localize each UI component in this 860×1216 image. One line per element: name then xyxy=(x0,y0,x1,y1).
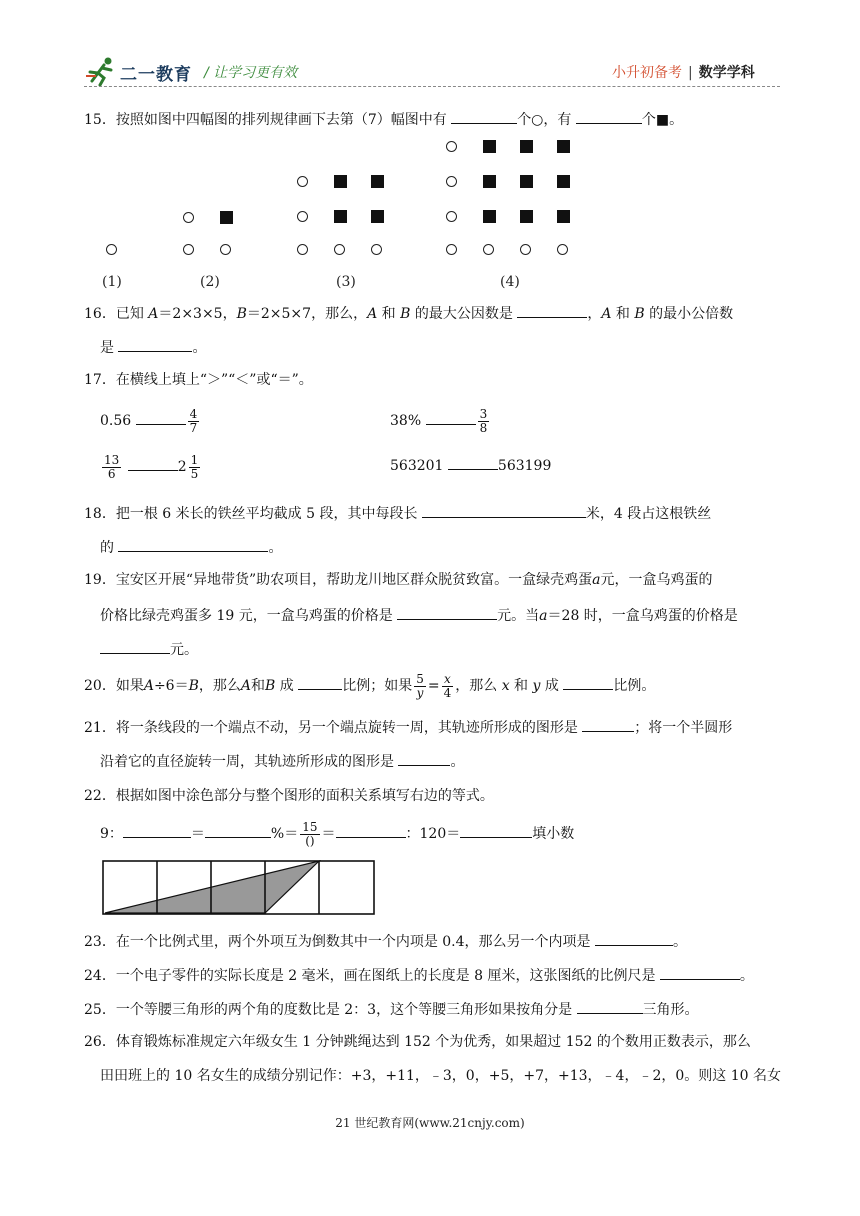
circle-shape xyxy=(446,141,457,152)
blank[interactable] xyxy=(336,822,406,838)
blank[interactable] xyxy=(563,674,613,690)
question-21: 21．将一条线段的一个端点不动，另一个端点旋转一周，其轨迹所形成的图形是 ；将一个半圆形 xyxy=(84,716,732,738)
compare-row-2b: 563201 563199 xyxy=(390,454,551,476)
circle-shape xyxy=(520,244,531,255)
question-20: 20．如果A÷6＝B，那么A和B 成 比例；如果 $\frac{5}{y}$ = $\frac{x}{4}$ ，那么 x 和 y 成 比例。 xyxy=(84,671,656,700)
figure-label: (2) xyxy=(200,274,220,290)
square-shape xyxy=(557,175,570,188)
circle-shape xyxy=(334,244,345,255)
blank[interactable] xyxy=(205,822,271,838)
question-24: 24．一个电子零件的实际长度是 2 毫米，画在图纸上的长度是 8 厘米，这张图纸的比例尺是 。 xyxy=(84,964,754,986)
circle-shape xyxy=(446,176,457,187)
page-footer: 21 世纪教育网(www.21cnjy.com) xyxy=(335,1116,525,1130)
blank[interactable] xyxy=(595,930,673,946)
blank[interactable] xyxy=(422,502,586,518)
figure-label: (4) xyxy=(500,274,520,290)
circle-shape xyxy=(446,244,457,255)
circle-shape xyxy=(297,244,308,255)
circle-shape xyxy=(106,244,117,255)
blank[interactable] xyxy=(397,604,497,620)
category-label: 小升初备考 xyxy=(612,65,682,81)
blank[interactable] xyxy=(118,536,268,552)
question-26-cont: 田田班上的 10 名女生的成绩分别记作：+3，+11，﹣3，0，+5，+7，+13，﹣4，﹣2，0。则这 10 名女 xyxy=(100,1068,781,1084)
blank[interactable] xyxy=(448,454,498,470)
question-16-cont: 是 。 xyxy=(100,336,206,358)
pattern-figure xyxy=(0,130,860,290)
blank[interactable] xyxy=(136,409,186,425)
compare-row-1a: 0.56 $\frac{4}{7}$ xyxy=(100,406,198,435)
blank[interactable] xyxy=(576,108,642,124)
circle-shape xyxy=(297,176,308,187)
blank[interactable] xyxy=(100,638,170,654)
blank[interactable] xyxy=(128,455,178,471)
circle-shape xyxy=(297,211,308,222)
blank[interactable] xyxy=(582,716,634,732)
square-shape xyxy=(334,210,347,223)
blank[interactable] xyxy=(118,336,192,352)
running-man-logo-icon xyxy=(84,56,120,86)
blank[interactable] xyxy=(123,822,191,838)
square-shape xyxy=(557,210,570,223)
compare-row-1b: 38% $\frac{3}{8}$ xyxy=(390,406,488,435)
equation-row: 9： ＝ %＝ $\frac{15}{()}$ ＝ ：120＝ 填小数 xyxy=(100,819,575,848)
square-shape xyxy=(220,211,233,224)
square-shape xyxy=(520,140,533,153)
header-right: 小升初备考 | 数学学科 xyxy=(612,65,755,81)
square-shape xyxy=(483,210,496,223)
blank[interactable] xyxy=(577,998,643,1014)
shaded-rectangle-figure xyxy=(102,860,376,916)
header-divider xyxy=(84,86,780,87)
figure-label: (1) xyxy=(102,274,122,290)
question-26: 26．体育锻炼标准规定六年级女生 1 分钟跳绳达到 152 个为优秀，如果超过 152 的个数用正数表示，那么 xyxy=(84,1034,751,1050)
subject-label: 数学学科 xyxy=(698,65,755,81)
question-23: 23．在一个比例式里，两个外项互为倒数其中一个内项是 0.4，那么另一个内项是 。 xyxy=(84,930,687,952)
compare-row-2a: $\frac{13}{6}$ 2 $\frac{1}{5}$ xyxy=(104,452,199,481)
circle-shape xyxy=(483,244,494,255)
square-shape xyxy=(371,210,384,223)
circle-shape xyxy=(371,244,382,255)
question-19-cont2: 元。 xyxy=(100,638,198,660)
square-shape xyxy=(334,175,347,188)
square-shape xyxy=(483,140,496,153)
circle-shape xyxy=(446,211,457,222)
circle-shape xyxy=(183,244,194,255)
question-25: 25．一个等腰三角形的两个角的度数比是 2：3，这个等腰三角形如果按角分是 三角形。 xyxy=(84,998,699,1020)
square-shape xyxy=(371,175,384,188)
square-shape xyxy=(520,210,533,223)
question-22: 22．根据如图中涂色部分与整个图形的面积关系填写右边的等式。 xyxy=(84,788,494,804)
question-15: 15．按照如图中四幅图的排列规律画下去第（7）幅图中有 个○，有 个■。 xyxy=(84,108,683,130)
header xyxy=(0,0,860,90)
circle-shape xyxy=(220,244,231,255)
question-18: 18．把一根 6 米长的铁丝平均截成 5 段，其中每段长 米，4 段占这根铁丝 xyxy=(84,502,711,524)
blank[interactable] xyxy=(451,108,517,124)
blank[interactable] xyxy=(426,409,476,425)
blank[interactable] xyxy=(298,674,342,690)
slogan: / 让学习更有效 xyxy=(204,65,298,81)
question-16: 16．已知 A＝2×3×5，B＝2×5×7，那么，A 和 B 的最大公因数是 ，A 和 B 的最小公倍数 xyxy=(84,302,733,324)
brand-name: 二一教育 xyxy=(120,65,192,85)
blank[interactable] xyxy=(660,964,740,980)
question-21-cont: 沿着它的直径旋转一周，其轨迹所形成的图形是 。 xyxy=(100,750,464,772)
blank[interactable] xyxy=(517,302,587,318)
circle-shape xyxy=(183,212,194,223)
square-shape xyxy=(520,175,533,188)
figure-label: (3) xyxy=(336,274,356,290)
square-shape xyxy=(483,175,496,188)
question-19: 19．宝安区开展“异地带货”助农项目，帮助龙川地区群众脱贫致富。一盒绿壳鸡蛋a元，一盒乌鸡蛋的 xyxy=(84,572,713,588)
question-19-cont: 价格比绿壳鸡蛋多 19 元，一盒乌鸡蛋的价格是 元。当a＝28 时，一盒乌鸡蛋的价格是 xyxy=(100,604,738,626)
square-shape xyxy=(557,140,570,153)
blank[interactable] xyxy=(398,750,450,766)
question-18-cont: 的 。 xyxy=(100,536,282,558)
blank[interactable] xyxy=(460,822,532,838)
question-17: 17．在横线上填上“＞”“＜”或“＝”。 xyxy=(84,372,313,388)
circle-shape xyxy=(557,244,568,255)
